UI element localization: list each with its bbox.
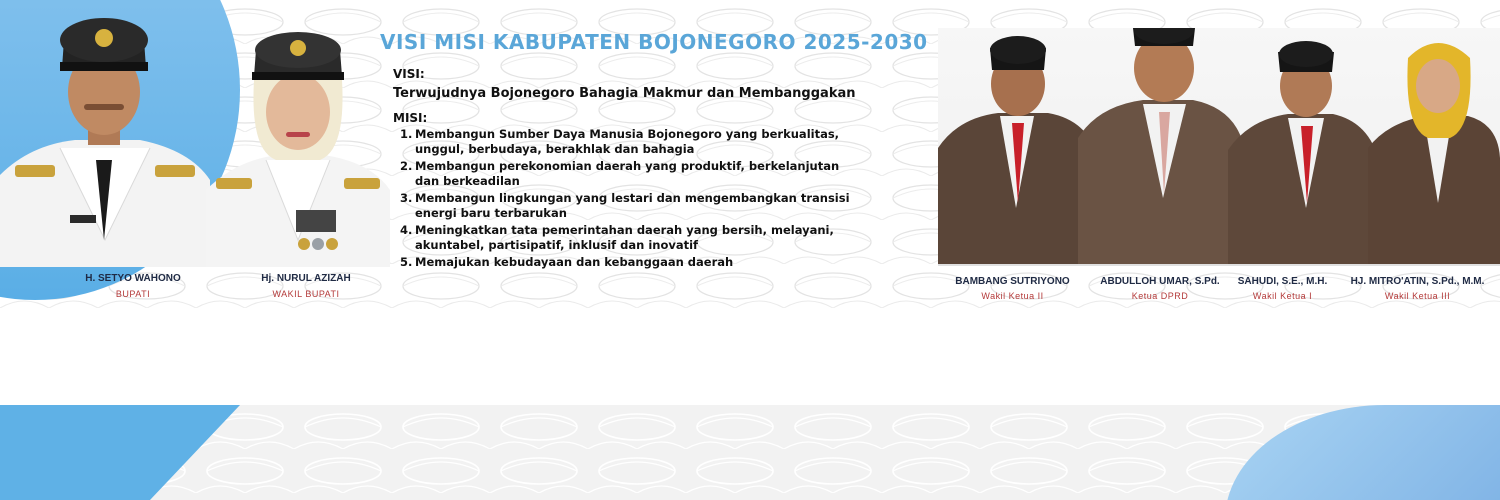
misi-number: 2. (400, 159, 413, 173)
wakil-bupati-photo (206, 20, 390, 267)
bupati-name: H. SETYO WAHONO (85, 273, 181, 284)
misi-number: 4. (400, 223, 413, 237)
dprd-member-name: BAMBANG SUTRIYONO (955, 276, 1070, 287)
wakil-bupati-role: WAKIL BUPATI (272, 289, 340, 299)
misi-number: 5. (400, 255, 413, 269)
bupati-role: BUPATI (115, 289, 151, 299)
misi-text: Membangun lingkungan yang lestari dan mengembangkan transisi energi baru terbarukan (415, 191, 850, 220)
misi-number: 1. (400, 127, 413, 141)
dprd-member-role: Wakil Ketua I (1252, 291, 1313, 301)
dprd-member-role: Ketua DPRD (1131, 291, 1189, 301)
dprd-member-role: Wakil Ketua III (1384, 291, 1451, 301)
dprd-member-name: HJ. MITRO'ATIN, S.Pd., M.M. (1350, 276, 1485, 287)
misi-item (400, 255, 860, 270)
wakil-bupati-name: Hj. NURUL AZIZAH (261, 273, 351, 284)
misi-list (400, 127, 860, 272)
decorative-bottom-strip (0, 405, 1500, 500)
misi-text: Meningkatkan tata pemerintahan daerah yang bersih, melayani, akuntabel, partisipatif, inklusif dan inovatif (415, 223, 834, 252)
misi-item (400, 159, 860, 189)
dprd-member-name: ABDULLOH UMAR, S.Pd. (1100, 276, 1220, 287)
misi-number: 3. (400, 191, 413, 205)
bupati-photo (0, 0, 210, 267)
misi-label: MISI: (393, 111, 428, 125)
visi-text: Terwujudnya Bojonegoro Bahagia Makmur dan Membanggakan (393, 86, 856, 101)
divider (938, 264, 1500, 266)
misi-text: Memajukan kebudayaan dan kebanggaan daerah (415, 255, 734, 269)
dprd-group-photo (938, 28, 1500, 264)
misi-item (400, 223, 860, 253)
page-title: VISI MISI KABUPATEN BOJONEGORO 2025-2030 (380, 30, 928, 54)
misi-text: Membangun perekonomian daerah yang produktif, berkelanjutan dan berkeadilan (415, 159, 840, 188)
misi-item (400, 191, 860, 221)
dprd-member-name: SAHUDI, S.E., M.H. (1237, 276, 1328, 287)
misi-text: Membangun Sumber Daya Manusia Bojonegoro yang berkualitas, unggul, berbudaya, berakhlak dan bahagia (415, 127, 840, 156)
visi-label: VISI: (393, 67, 425, 81)
dprd-member-role: Wakil Ketua II (981, 291, 1044, 301)
misi-item (400, 127, 860, 157)
